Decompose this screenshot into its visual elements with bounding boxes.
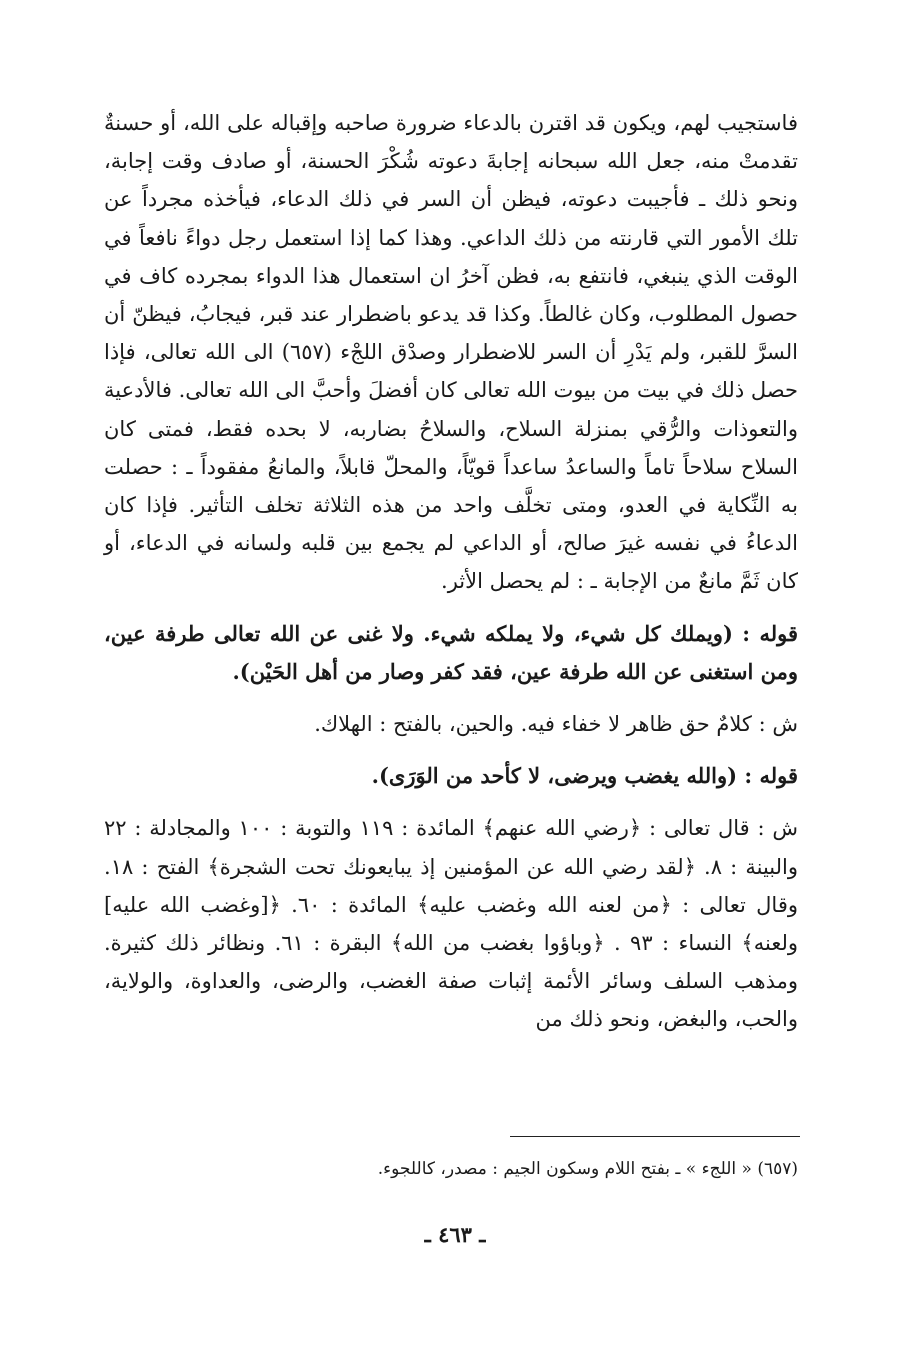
footnote-divider <box>510 1136 800 1137</box>
quote-paragraph-2: قوله : (والله يغضب ويرضى، لا كأحد من الوَرَى). <box>371 763 798 789</box>
commentary-paragraph-2: ش : قال تعالى : ﴿رضي الله عنهم﴾ المائدة : ١١٩ والتوبة : ١٠٠ والمجادلة : ٢٢ والبينة : ٨. ﴿لقد رضي الله عن المؤمنين إذ يبايعونك تحت الشجرة﴾ الفتح : ١٨. وقال تعالى : ﴿من لعنه الله وغضب عليه﴾ المائدة : ٦٠. ﴿[وغضب الله عليه] ولعنه﴾ النساء : ٩٣ . ﴿وباؤوا بغضب من الله﴾ البقرة : ٦١. ونظائر ذلك كثيرة. ومذهب السلف وسائر الأئمة إثبات صفة الغضب، والرضى، والعداوة، والولاية، والحب، والبغض، ونحو ذلك من <box>104 816 799 1032</box>
footnote: (٦٥٧) « اللجء » ـ بفتح اللام وسكون الجيم : مصدر، كاللجوء. <box>377 1159 798 1179</box>
body-paragraph-1: فاستجيب لهم، ويكون قد اقترن بالدعاء ضرورة صاحبه وإقباله على الله، أو حسنةٌ تقدمتْ منه، جعل الله سبحانه إجابةَ دعوته شُكْرَ الحسنة، أو صادف وقت إجابة، ونحو ذلك ـ فأجيبت دعوته، فيظن أن السر في ذلك الدعاء، فيأخذه مجرداً عن تلك الأمور التي قارنته من ذلك الداعي. وهذا كما إذا استعمل رجل دواءً نافعاً في الوقت الذي ينبغي، فانتفع به، فظن آخرُ ان استعمال هذا الدواء بمجرده كاف في حصول المطلوب، وكان غالطاً. وكذا قد يدعو باضطرار عند قبر، فيجابُ، فيظنّ أن السرَّ للقبر، ولم يَدْرِ أن السر للاضطرار وصدْق اللجْء (٦٥٧) الى الله تعالى، فإذا حصل ذلك في بيت من بيوت الله تعالى كان أفضلَ وأحبَّ الى الله تعالى. فالأدعية والتعوذات والرُّقي بمنزلة السلاح، والسلاحُ بضاربه، لا بحده فقط، فمتى كان السلاح سلاحاً تاماً والساعدُ ساعداً قويّاً، والمحلّ قابلاً، والمانعُ مفقوداً ـ : حصلت به النِّكاية في العدو، ومتى تخلَّف واحد من هذه الثلاثة تخلف التأثير. فإذا كان الدعاءُ في نفسه غيرَ صالح، أو الداعي لم يجمع بين قلبه ولسانه في الدعاء، أو كان ثَمَّ مانعٌ من الإجابة ـ : لم يحصل الأثر. <box>104 111 798 594</box>
quote-paragraph-1: قوله : (ويملك كل شيء، ولا يملكه شيء. ولا غنى عن الله تعالى طرفة عين، ومن استغنى عن الله طرفة عين، فقد كفر وصار من أهل الحَيْن). <box>104 620 798 684</box>
page-number: ـ ٤٦٣ ـ <box>424 1222 486 1247</box>
commentary-paragraph-1: ش : كلامٌ حق ظاهر لا خفاء فيه. والحين، بالفتح : الهلاك. <box>314 712 798 737</box>
